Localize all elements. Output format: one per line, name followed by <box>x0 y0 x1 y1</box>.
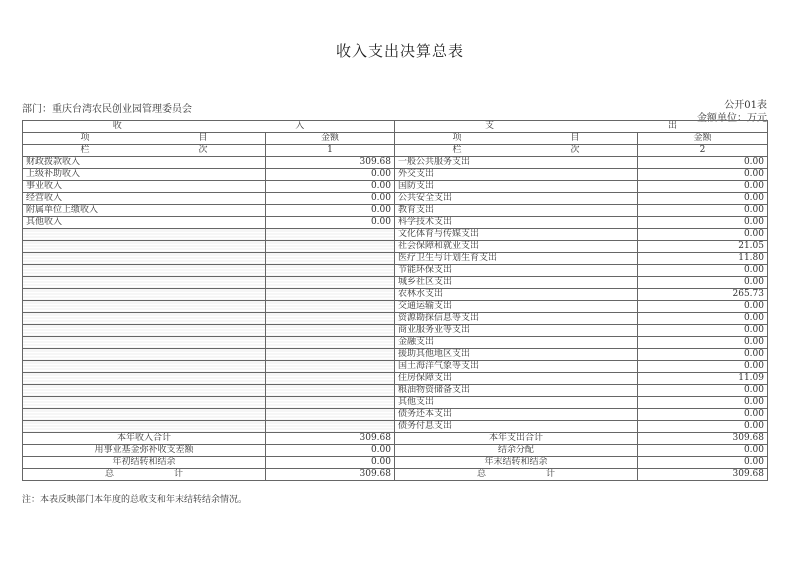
expense-item-cell: 金融支出 <box>395 337 638 349</box>
summary-income-label: 用事业基金弥补收支差额 <box>23 445 266 457</box>
income-item-header <box>23 133 266 145</box>
expense-amount-cell: 0.00 <box>638 301 768 313</box>
expense-amount-cell: 11.09 <box>638 373 768 385</box>
expense-total-char-1: 总 <box>476 469 486 479</box>
income-amount-cell <box>266 253 395 265</box>
table-row <box>23 289 768 301</box>
expense-item-cell: 城乡社区支出 <box>395 277 638 289</box>
income-total-amount: 309.68 <box>266 469 395 481</box>
table-row <box>23 205 768 217</box>
expense-item-cell: 债务付息支出 <box>395 421 638 433</box>
expense-amount-cell: 0.00 <box>638 361 768 373</box>
expense-item-cell: 国防支出 <box>395 181 638 193</box>
summary-expense-amount: 309.68 <box>638 433 768 445</box>
table-row <box>23 181 768 193</box>
income-amount-cell <box>266 409 395 421</box>
table-row <box>23 361 768 373</box>
table-row <box>23 385 768 397</box>
income-item-cell: 经营收入 <box>23 193 266 205</box>
expense-item-cell: 社会保障和就业支出 <box>395 241 638 253</box>
expense-item-cell: 资源勘探信息等支出 <box>395 313 638 325</box>
income-amount-cell <box>266 385 395 397</box>
income-amount-cell: 0.00 <box>266 205 395 217</box>
income-item-cell: 事业收入 <box>23 181 266 193</box>
income-item-cell <box>23 253 266 265</box>
expense-amount-cell: 11.80 <box>638 253 768 265</box>
income-item-cell <box>23 289 266 301</box>
income-amount-cell <box>266 301 395 313</box>
department-label: 部门：重庆台湾农民创业园管理委员会 <box>22 104 192 115</box>
income-column-char-2: 次 <box>198 145 208 155</box>
income-item-cell <box>23 313 266 325</box>
table-row <box>23 373 768 385</box>
income-column-char-1: 栏 <box>80 145 90 155</box>
income-item-cell <box>23 409 266 421</box>
table-body <box>23 121 768 481</box>
income-item-cell <box>23 361 266 373</box>
expense-amount-cell: 265.73 <box>638 289 768 301</box>
expense-total-amount: 309.68 <box>638 469 768 481</box>
expense-header-char-2: 出 <box>667 121 677 131</box>
expense-item-cell: 外交支出 <box>395 169 638 181</box>
expense-item-cell: 农林水支出 <box>395 289 638 301</box>
summary-expense-amount: 0.00 <box>638 445 768 457</box>
table-row <box>23 253 768 265</box>
expense-amount-cell: 0.00 <box>638 421 768 433</box>
table-row <box>23 397 768 409</box>
income-total-char-2: 计 <box>174 469 184 479</box>
expense-item-cell: 住房保障支出 <box>395 373 638 385</box>
income-amount-header: 金额 <box>266 133 395 145</box>
income-amount-cell <box>266 325 395 337</box>
expense-item-cell: 其他支出 <box>395 397 638 409</box>
amount-unit: 金额单位：万元 <box>697 113 767 124</box>
income-amount-cell: 0.00 <box>266 193 395 205</box>
summary-expense-label: 结余分配 <box>395 445 638 457</box>
summary-income-amount: 309.68 <box>266 433 395 445</box>
expense-column-char-2: 次 <box>570 145 580 155</box>
expense-amount-cell: 0.00 <box>638 205 768 217</box>
expense-amount-header: 金额 <box>638 133 768 145</box>
income-column-index-header <box>23 145 266 157</box>
expense-item-cell: 科学技术支出 <box>395 217 638 229</box>
expense-item-cell: 债务还本支出 <box>395 409 638 421</box>
income-amount-cell <box>266 373 395 385</box>
form-number: 公开01表 <box>724 100 767 111</box>
expense-item-cell: 公共安全支出 <box>395 193 638 205</box>
table-row <box>23 193 768 205</box>
income-column-number: 1 <box>266 145 395 157</box>
expense-amount-cell: 0.00 <box>638 157 768 169</box>
income-total-char-1: 总 <box>104 469 114 479</box>
expense-item-cell: 节能环保支出 <box>395 265 638 277</box>
income-header-char-1: 收 <box>112 121 122 131</box>
table-row <box>23 325 768 337</box>
expense-item-cell: 交通运输支出 <box>395 301 638 313</box>
expense-item-header-char-1: 项 <box>452 133 462 143</box>
header-row-index <box>23 145 768 157</box>
table-row <box>23 265 768 277</box>
income-amount-cell: 0.00 <box>266 217 395 229</box>
table-row <box>23 169 768 181</box>
income-amount-cell: 0.00 <box>266 169 395 181</box>
expense-header-char-1: 支 <box>484 121 494 131</box>
income-item-cell <box>23 337 266 349</box>
income-amount-cell <box>266 229 395 241</box>
expense-total-char-2: 计 <box>546 469 556 479</box>
expense-item-cell: 商业服务业等支出 <box>395 325 638 337</box>
income-item-cell <box>23 229 266 241</box>
income-item-cell <box>23 349 266 361</box>
summary-income-amount: 0.00 <box>266 457 395 469</box>
income-amount-cell <box>266 313 395 325</box>
income-item-cell <box>23 325 266 337</box>
expense-amount-cell: 0.00 <box>638 349 768 361</box>
header-row-columns <box>23 133 768 145</box>
summary-expense-label: 年末结转和结余 <box>395 457 638 469</box>
table-row <box>23 421 768 433</box>
expense-amount-cell: 0.00 <box>638 181 768 193</box>
expense-amount-cell: 21.05 <box>638 241 768 253</box>
expense-column-char-1: 栏 <box>452 145 462 155</box>
income-amount-cell <box>266 421 395 433</box>
expense-amount-cell: 0.00 <box>638 217 768 229</box>
income-amount-cell <box>266 337 395 349</box>
income-item-cell <box>23 373 266 385</box>
income-item-cell <box>23 385 266 397</box>
table-row <box>23 277 768 289</box>
expense-item-cell: 国土海洋气象等支出 <box>395 361 638 373</box>
expense-item-header <box>395 133 638 145</box>
income-item-cell <box>23 241 266 253</box>
income-item-cell: 其他收入 <box>23 217 266 229</box>
expense-amount-cell: 0.00 <box>638 313 768 325</box>
income-item-header-char-1: 项 <box>80 133 90 143</box>
expense-section-header <box>395 121 768 133</box>
expense-amount-cell: 0.00 <box>638 193 768 205</box>
expense-amount-cell: 0.00 <box>638 325 768 337</box>
page-title: 收入支出决算总表 <box>335 42 464 60</box>
income-item-cell: 上级补助收入 <box>23 169 266 181</box>
table-row <box>23 313 768 325</box>
table-row <box>23 337 768 349</box>
expense-item-cell: 粮油物资储备支出 <box>395 385 638 397</box>
income-amount-cell <box>266 349 395 361</box>
table-row <box>23 241 768 253</box>
income-item-cell <box>23 397 266 409</box>
total-row <box>23 469 768 481</box>
income-item-cell <box>23 421 266 433</box>
expense-item-cell: 医疗卫生与计划生育支出 <box>395 253 638 265</box>
income-item-cell: 财政拨款收入 <box>23 157 266 169</box>
income-amount-cell: 309.68 <box>266 157 395 169</box>
header-row-section <box>23 121 768 133</box>
expense-amount-cell: 0.00 <box>638 265 768 277</box>
income-amount-cell <box>266 397 395 409</box>
income-amount-cell <box>266 277 395 289</box>
income-item-cell <box>23 265 266 277</box>
income-amount-cell <box>266 361 395 373</box>
income-item-cell: 附属单位上缴收入 <box>23 205 266 217</box>
income-amount-cell <box>266 289 395 301</box>
summary-expense-amount: 0.00 <box>638 457 768 469</box>
table-row <box>23 409 768 421</box>
expense-item-header-char-2: 目 <box>570 133 580 143</box>
table-row <box>23 217 768 229</box>
expense-amount-cell: 0.00 <box>638 409 768 421</box>
expense-item-cell: 援助其他地区支出 <box>395 349 638 361</box>
summary-income-label: 年初结转和结余 <box>23 457 266 469</box>
table-row <box>23 157 768 169</box>
expense-column-number: 2 <box>638 145 768 157</box>
summary-row <box>23 433 768 445</box>
budget-summary-table <box>22 120 768 481</box>
table-row <box>23 229 768 241</box>
expense-amount-cell: 0.00 <box>638 277 768 289</box>
income-item-header-char-2: 目 <box>198 133 208 143</box>
expense-amount-cell: 0.00 <box>638 229 768 241</box>
expense-total-label <box>395 469 638 481</box>
table-row <box>23 349 768 361</box>
expense-amount-cell: 0.00 <box>638 169 768 181</box>
footnote: 注：本表反映部门本年度的总收支和年末结转结余情况。 <box>22 495 248 505</box>
table-row <box>23 301 768 313</box>
expense-column-index-header <box>395 145 638 157</box>
summary-income-amount: 0.00 <box>266 445 395 457</box>
expense-amount-cell: 0.00 <box>638 385 768 397</box>
income-total-label <box>23 469 266 481</box>
summary-income-label: 本年收入合计 <box>23 433 266 445</box>
income-section-header <box>23 121 395 133</box>
expense-item-cell: 一般公共服务支出 <box>395 157 638 169</box>
income-amount-cell: 0.00 <box>266 181 395 193</box>
income-amount-cell <box>266 265 395 277</box>
income-header-char-2: 入 <box>295 121 305 131</box>
expense-item-cell: 文化体育与传媒支出 <box>395 229 638 241</box>
summary-expense-label: 本年支出合计 <box>395 433 638 445</box>
expense-item-cell: 教育支出 <box>395 205 638 217</box>
expense-amount-cell: 0.00 <box>638 337 768 349</box>
income-amount-cell <box>266 241 395 253</box>
income-item-cell <box>23 301 266 313</box>
income-item-cell <box>23 277 266 289</box>
expense-amount-cell: 0.00 <box>638 397 768 409</box>
summary-row <box>23 457 768 469</box>
summary-row <box>23 445 768 457</box>
